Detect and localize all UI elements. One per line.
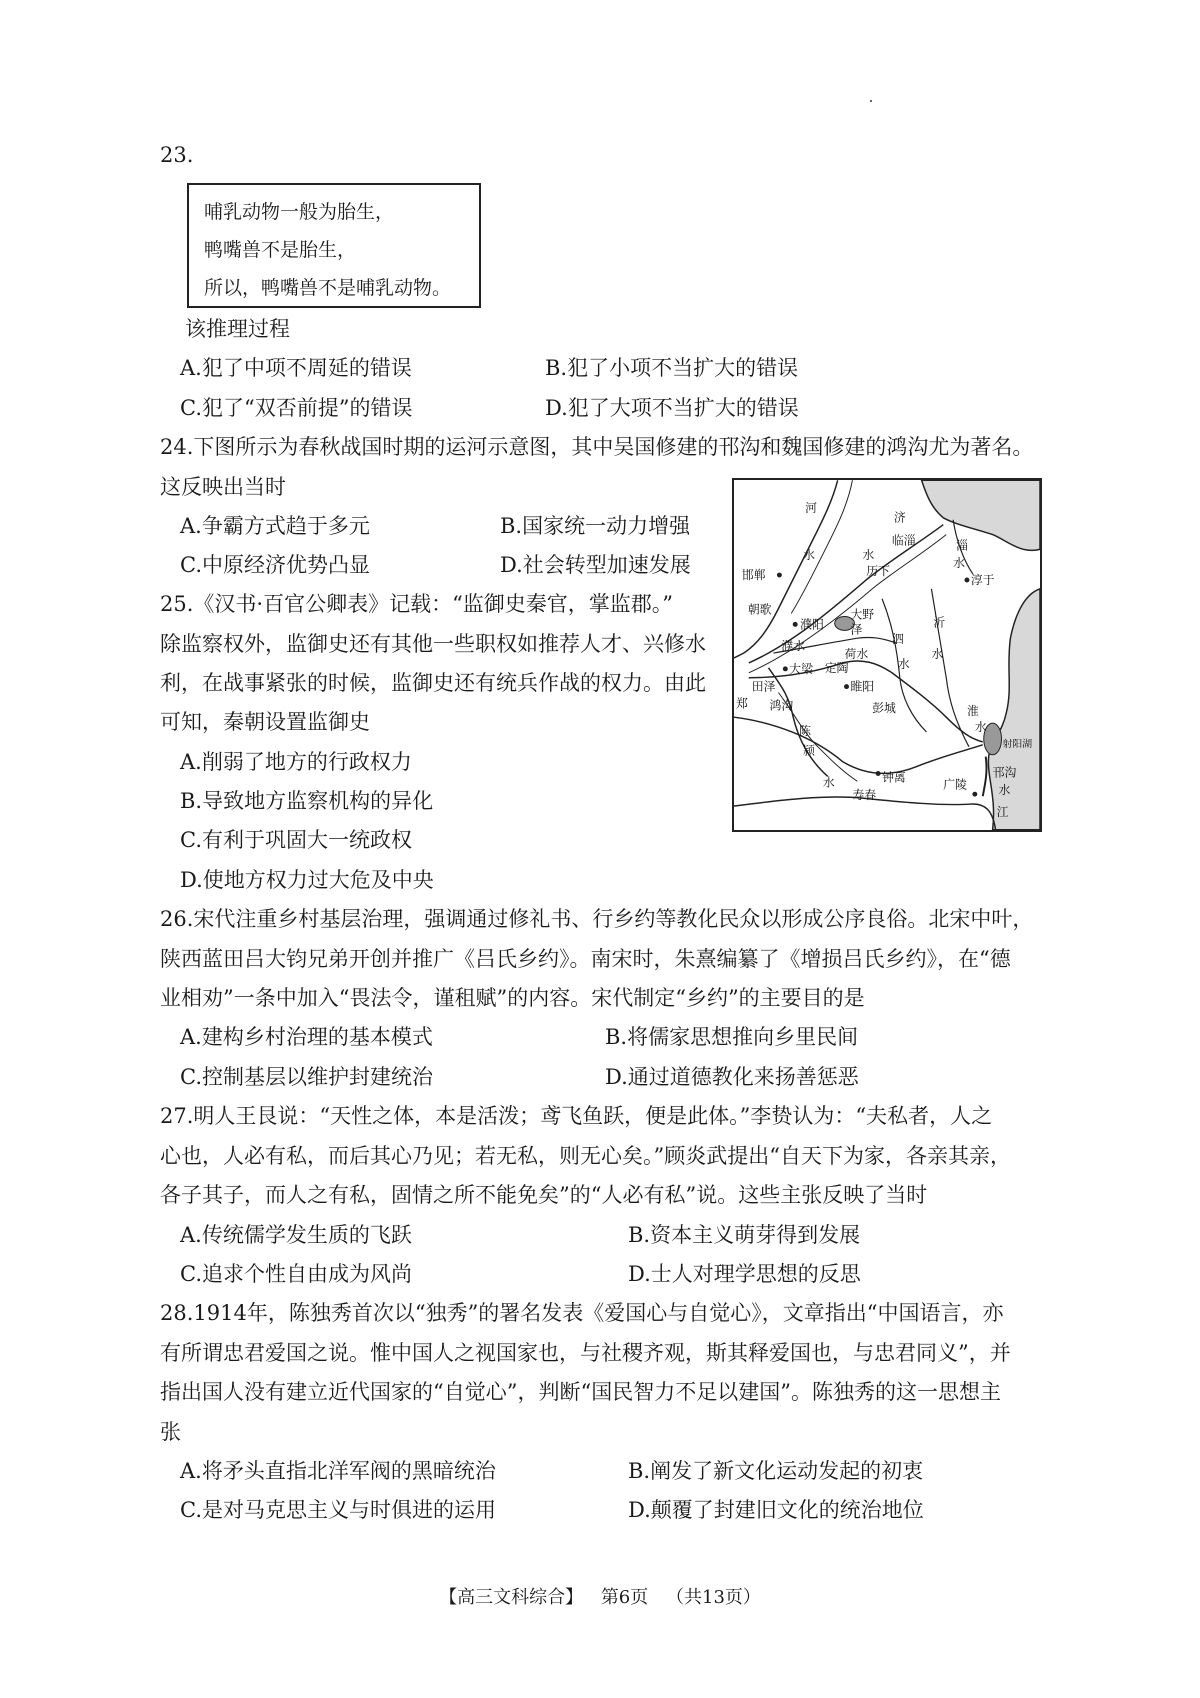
q28-option-d[interactable]: D.颠覆了封建旧文化的统治地位 — [628, 1498, 924, 1522]
canal-map-svg — [734, 480, 1040, 830]
q23-option-c[interactable]: C.犯了“双否前提”的错误 — [180, 396, 413, 420]
q27-option-d[interactable]: D.士人对理学思想的反思 — [628, 1262, 861, 1286]
q25-option-c[interactable]: C.有利于巩固大一统政权 — [180, 828, 412, 852]
page-footer — [0, 1585, 1200, 1611]
q27-stem-line2: 心也，人必有私，而后其心乃见；若无私，则无心矣。”顾炎武提出“自天下为家，各亲其亲， — [160, 1144, 1011, 1168]
q26-option-a[interactable]: A.建构乡村治理的基本模式 — [180, 1025, 433, 1049]
footer-page-number: 第6页 — [600, 1587, 649, 1608]
huai-river — [734, 717, 983, 773]
map-label-linzi: 临淄 — [891, 533, 916, 548]
q27-stem-line1: 27.明人王艮说：“天性之体，本是活泼；鸢飞鱼跃，便是此体。”李贽认为：“夫私者，人之 — [160, 1104, 993, 1128]
map-label-guangling: 广陵 — [943, 777, 967, 792]
map-city-suiyang — [844, 684, 849, 689]
map-label-zi: 淄 — [956, 538, 968, 553]
q28-option-c[interactable]: C.是对马克思主义与时俱进的运用 — [180, 1498, 496, 1522]
map-label-shui1: 水 — [803, 548, 815, 563]
map-label-shui7: 水 — [822, 775, 835, 790]
q26-stem-line2: 陕西蓝田吕大钧兄弟开创并推广《吕氏乡约》。南宋时，朱熹编纂了《增损吕氏乡约》，在“德 — [160, 947, 1011, 971]
map-label-si: 泗 — [891, 632, 904, 647]
map-label-shouchun: 寿春 — [852, 788, 877, 803]
q27-stem-line3: 各子其子，而人之有私，固情之所不能免矣”的“人必有私”说。这些主张反映了当时 — [160, 1183, 928, 1207]
map-label-zhaoge: 朝歌 — [747, 602, 772, 617]
map-city-zhongli — [876, 771, 881, 776]
q23-conclusion: 所以，鸭嘴兽不是哺乳动物。 — [204, 277, 452, 299]
map-label-dingtao: 定陶 — [824, 660, 849, 675]
q24-stem-line2: 这反映出当时 — [160, 475, 286, 499]
q24-stem-line1: 24.下图所示为春秋战国时期的运河示意图，其中吴国修建的邗沟和魏国修建的鸿沟尤为著名。 — [160, 435, 1034, 459]
map-label-puyang: 濮阳 — [800, 617, 824, 632]
yi-river — [931, 589, 969, 747]
map-label-ze: 泽 — [850, 622, 863, 637]
q28-stem-line4: 张 — [160, 1420, 181, 1444]
q28-stem-line3: 指出国人没有建立近代国家的“自觉心”，判断“国民智力不足以建国”。陈独秀的这一思想主 — [160, 1380, 1001, 1404]
map-city-daliang — [783, 666, 788, 671]
map-label-shui3: 水 — [953, 556, 965, 571]
map-label-handan: 邯郸 — [741, 567, 766, 582]
map-label-daye: 大野 — [850, 607, 875, 622]
map-label-tianze: 田泽 — [751, 679, 776, 694]
q27-option-c[interactable]: C.追求个性自由成为风尚 — [180, 1262, 412, 1286]
q25-option-d[interactable]: D.使地方权力过大危及中央 — [180, 868, 434, 892]
map-label-yi: 沂 — [933, 615, 946, 630]
q23-number: 23. — [160, 143, 194, 167]
q23-option-d[interactable]: D.犯了大项不当扩大的错误 — [545, 396, 799, 420]
map-label-zhongli: 钟离 — [882, 770, 906, 785]
map-label-suiyang: 睢阳 — [850, 679, 875, 694]
q23-option-b[interactable]: B.犯了小项不当扩大的错误 — [545, 356, 799, 380]
q25-option-b[interactable]: B.导致地方监察机构的异化 — [180, 789, 434, 813]
q28-stem-line1: 28.1914年，陈独秀首次以“独秀”的署名发表《爱国心与自觉心》，文章指出“中国语言，亦 — [160, 1301, 1004, 1325]
yellow-river-bank — [791, 480, 852, 613]
q25-stem-line4: 可知，秦朝设置监御史 — [160, 710, 370, 734]
q23-premise-minor: 鸭嘴兽不是胎生， — [204, 239, 357, 261]
q23-option-a[interactable]: A.犯了中项不周延的错误 — [180, 356, 412, 380]
map-label-shehu: 射阳湖 — [1002, 738, 1033, 750]
sea-east — [988, 589, 1040, 830]
map-city-chunyu — [964, 578, 969, 583]
q26-option-c[interactable]: C.控制基层以维护封建统治 — [180, 1065, 433, 1089]
q28-option-a[interactable]: A.将矛头直指北洋军阀的黑暗统治 — [180, 1459, 496, 1483]
q27-option-a[interactable]: A.传统儒学发生质的飞跃 — [180, 1223, 412, 1247]
map-label-ji: 济 — [893, 510, 906, 525]
map-label-honggou: 鸿沟 — [769, 698, 794, 713]
map-label-daliang: 大梁 — [789, 661, 813, 676]
map-label-chen: 陈 — [799, 723, 811, 738]
map-label-hangou: 邗沟 — [992, 765, 1017, 780]
map-label-shui8: 水 — [998, 783, 1011, 798]
q24-option-c[interactable]: C.中原经济优势凸显 — [180, 553, 370, 577]
map-label-chunyu: 淳于 — [970, 572, 995, 587]
map-label-pengcheng: 彭城 — [872, 701, 896, 716]
map-label-huai: 淮 — [966, 704, 979, 719]
q23-stem: 该推理过程 — [185, 317, 290, 341]
map-label-pu: 濮水 — [781, 639, 806, 654]
q24-option-d[interactable]: D.社会转型加速发展 — [500, 553, 691, 577]
canal-map — [732, 478, 1042, 832]
map-label-heshui: 荷水 — [844, 646, 869, 661]
hangou-canal — [983, 757, 987, 796]
q25-stem-line1: 25.《汉书·百官公卿表》记载：“监御史秦官，掌监郡。” — [160, 592, 674, 616]
q23-premise-major: 哺乳动物一般为胎生， — [204, 201, 395, 223]
footer-total-pages: （共13页） — [666, 1587, 761, 1608]
q27-option-b[interactable]: B.资本主义萌芽得到发展 — [628, 1223, 861, 1247]
q24-option-b[interactable]: B.国家统一动力增强 — [500, 514, 691, 538]
map-label-shui2: 水 — [862, 548, 875, 563]
scan-speck — [870, 100, 872, 102]
map-label-shui4: 水 — [931, 646, 944, 661]
map-label-jiang: 江 — [996, 804, 1009, 819]
map-city-guangling — [972, 792, 977, 797]
q28-stem-line2: 有所谓忠君爱国之说。惟中国人之视国家也，与社稷齐观，斯其释爱国也，与忠君同义”，并 — [160, 1341, 1011, 1365]
map-label-zheng: 郑 — [735, 696, 748, 711]
q26-stem-line3: 业相劝”一条中加入“畏法令，谨租赋”的内容。宋代制定“乡约”的主要目的是 — [160, 986, 865, 1010]
map-city-puyang — [793, 622, 798, 627]
map-label-lixia: 历下 — [866, 564, 890, 579]
q25-stem-line3: 利，在战事紧张的时候，监御史还有统兵作战的权力。由此 — [160, 671, 706, 695]
footer-subject: 【高三文科综合】 — [439, 1587, 584, 1608]
map-label-he: 河 — [805, 500, 817, 515]
q25-option-a[interactable]: A.削弱了地方的行政权力 — [180, 750, 412, 774]
map-city-handan — [777, 573, 782, 578]
map-label-shui6: 水 — [974, 720, 987, 735]
q24-option-a[interactable]: A.争霸方式趋于多元 — [180, 514, 370, 538]
map-label-shui5: 水 — [897, 656, 910, 671]
q26-stem-line1: 26.宋代注重乡村基层治理，强调通过修礼书、行乡约等教化民众以形成公序良俗。北宋中叶， — [160, 907, 1034, 931]
q23-syllogism-box — [187, 183, 481, 308]
q26-option-d[interactable]: D.通过道德教化来扬善惩恶 — [605, 1065, 859, 1089]
q25-stem-line2: 除监察权外，监御史还有其他一些职权如推荐人才、兴修水 — [160, 632, 706, 656]
map-label-ying: 颍 — [803, 743, 815, 758]
q28-option-b[interactable]: B.阐发了新文化运动发起的初衷 — [628, 1459, 924, 1483]
q26-option-b[interactable]: B.将儒家思想推向乡里民间 — [605, 1025, 859, 1049]
